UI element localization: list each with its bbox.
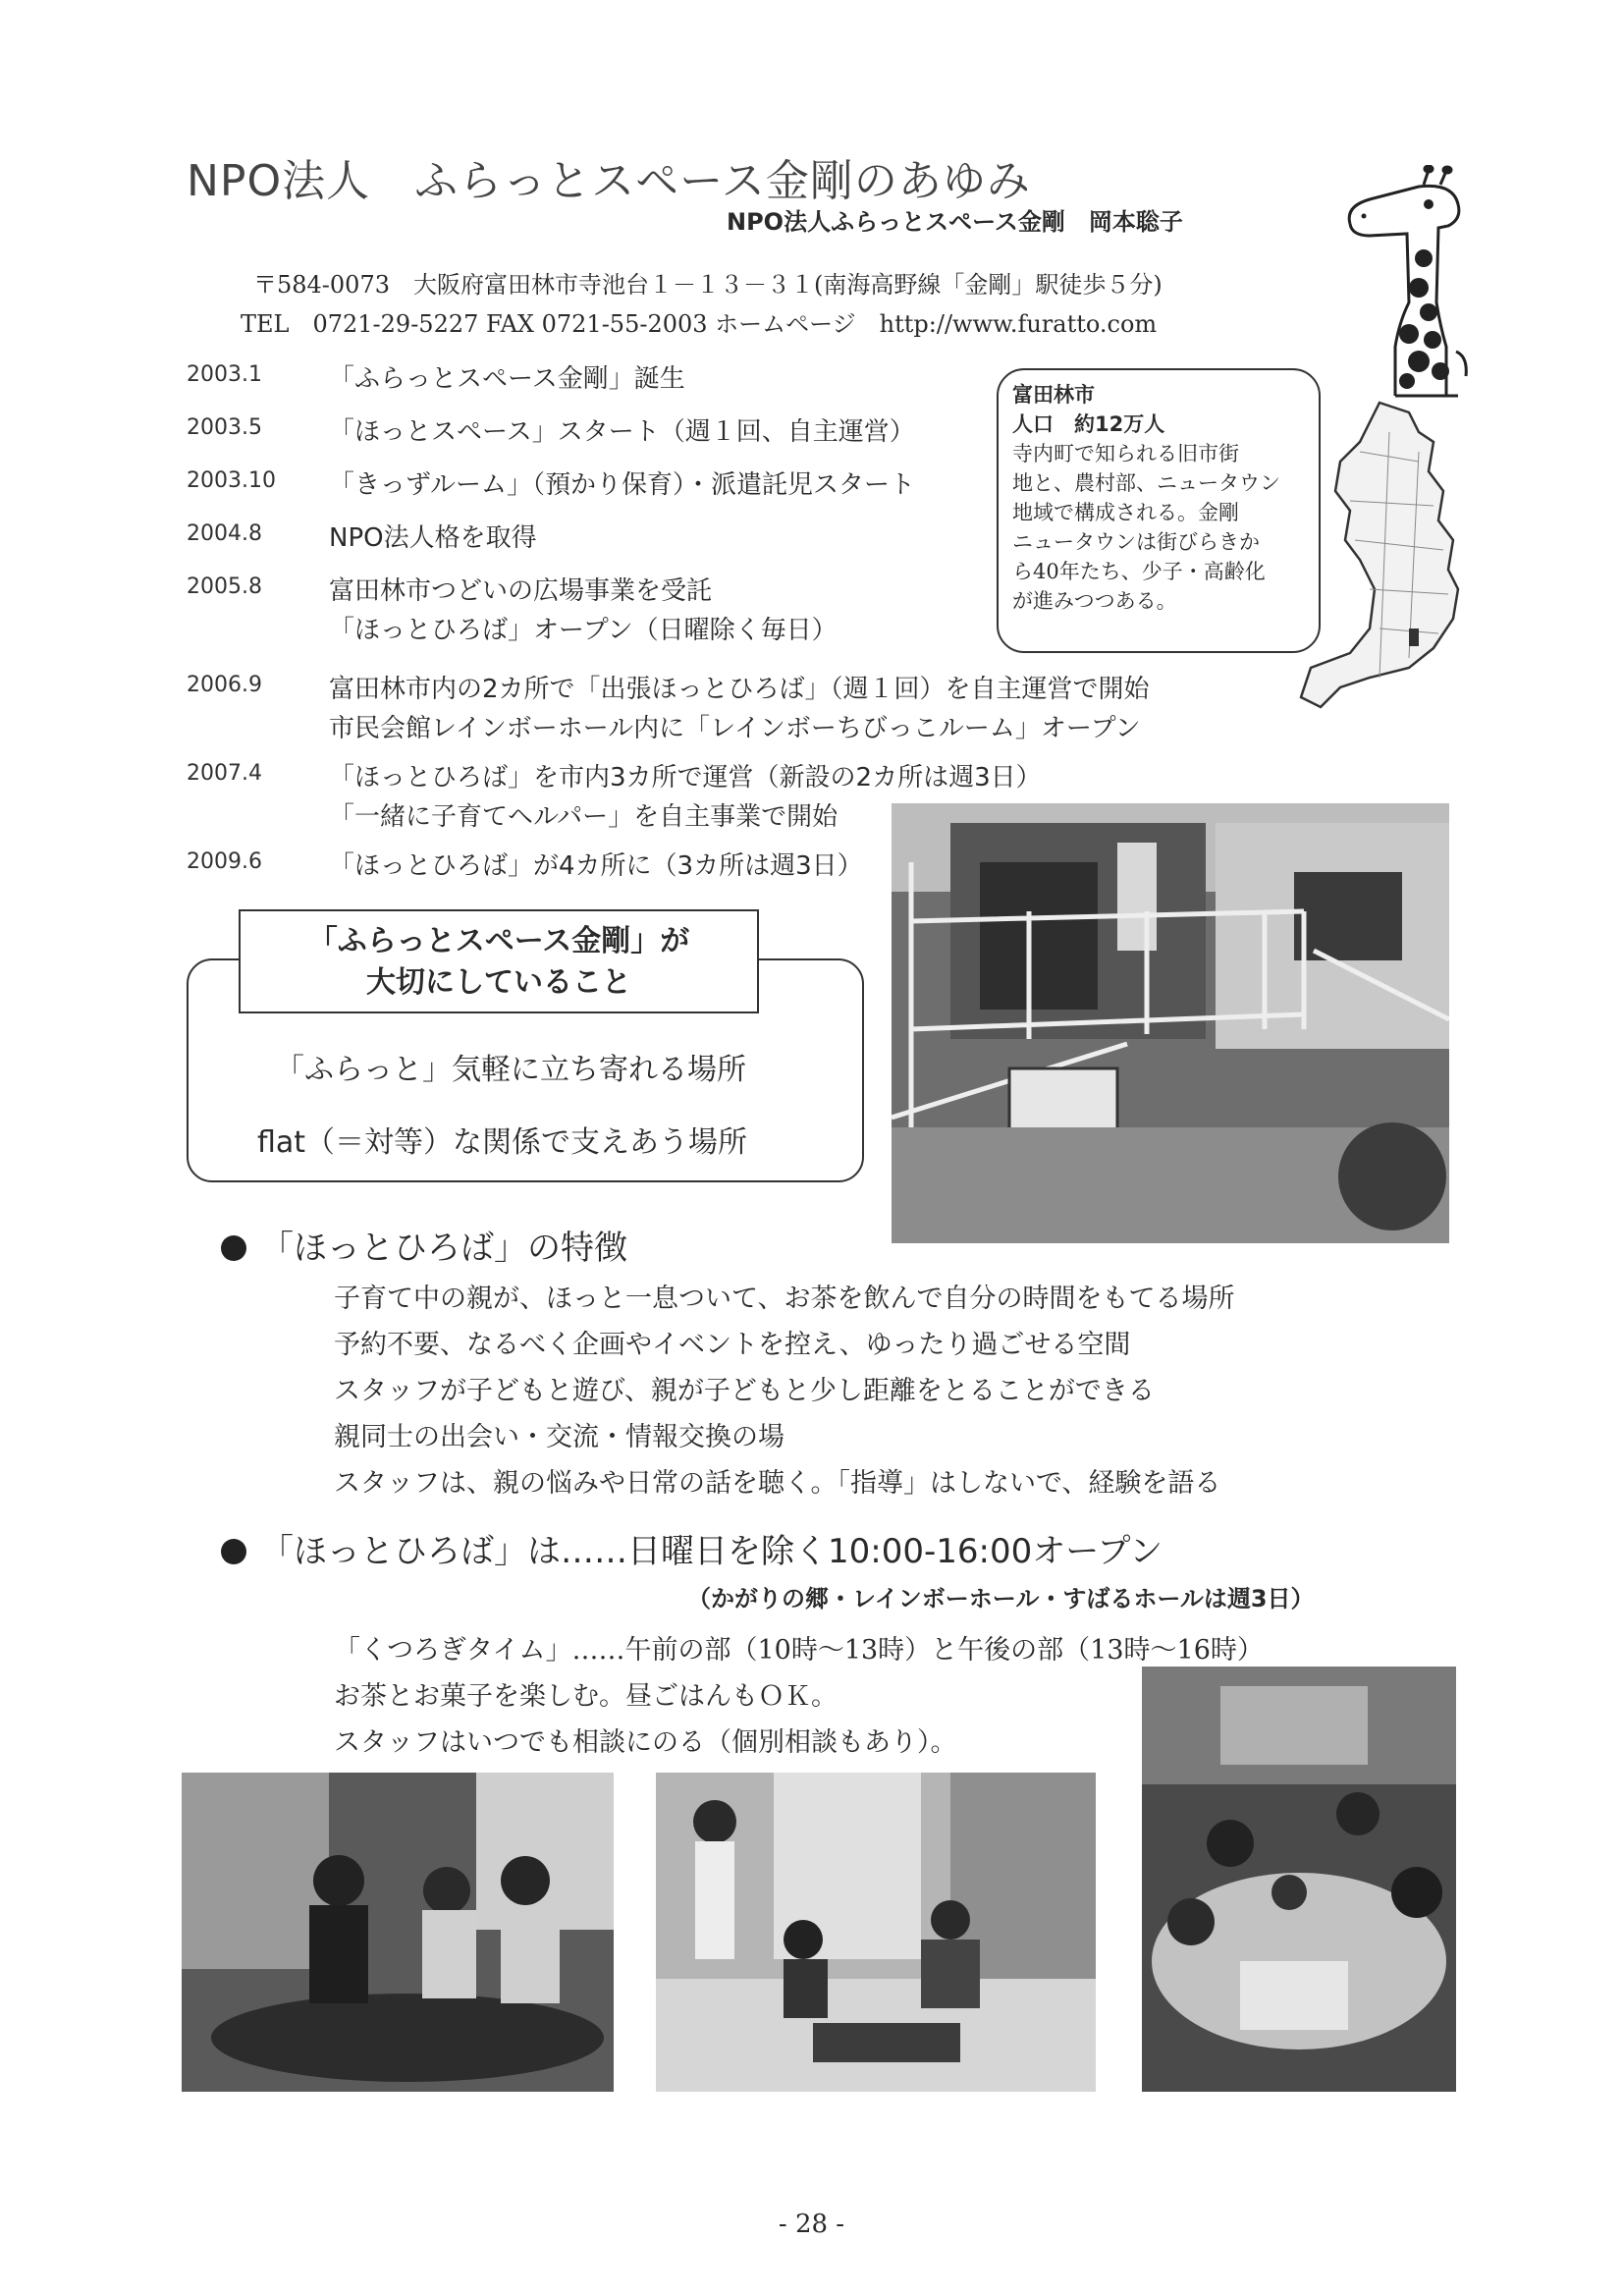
timeline-text: 「ほっとひろば」を市内3カ所で運営（新設の2カ所は週3日）	[329, 763, 1042, 793]
hiroba-photo-1	[182, 1773, 614, 2092]
callout-city: 富田林市	[1012, 383, 1095, 407]
values-title-line1: 「ふらっとスペース金剛」が	[307, 924, 690, 958]
giraffe-illustration	[1330, 165, 1473, 401]
hours-item: 「くつろぎタイム」……午前の部（10時～13時）と午後の部（13時～16時）	[334, 1635, 1264, 1666]
building-entrance-photo	[892, 803, 1449, 1243]
hours-heading	[221, 1524, 1163, 1572]
values-box-title	[239, 909, 759, 1013]
feature-item: 親同士の出会い・交流・情報交換の場	[334, 1422, 784, 1452]
timeline-date: 2003.5	[187, 415, 262, 440]
timeline-text: 「ほっとひろば」が4カ所に（3カ所は週3日）	[329, 851, 863, 881]
value-flat: flat（＝対等）な関係で支えあう場所	[257, 1125, 748, 1160]
hours-item: スタッフはいつでも相談にのる（個別相談もあり）。	[334, 1727, 957, 1758]
contact-line: TEL 0721-29-5227 FAX 0721-55-2003 ホームページ http://www.furatto.com	[241, 310, 1158, 338]
callout-line: 地域で構成される。金剛	[1012, 501, 1239, 524]
values-title-line2: 大切にしていること	[366, 965, 631, 1000]
feature-item: 予約不要、なるべく企画やイベントを控え、ゆったり過ごせる空間	[334, 1330, 1131, 1360]
timeline-text: 「ほっとスペース」スタート（週１回、自主運営）	[329, 417, 915, 447]
value-furatto: 「ふらっと」気軽に立ち寄れる場所	[275, 1053, 746, 1087]
timeline-text: 富田林市つどいの広場事業を受託	[329, 576, 713, 606]
callout-line: が進みつつある。	[1012, 589, 1177, 613]
callout-line: ニュータウンは街びらきか	[1012, 530, 1260, 554]
timeline-date: 2003.10	[187, 468, 276, 493]
feature-item: 子育て中の親が、ほっと一息ついて、お茶を飲んで自分の時間をもてる場所	[334, 1284, 1235, 1314]
timeline-date: 2003.1	[187, 362, 262, 387]
author-line: NPO法人ふらっとスペース金剛 岡本聡子	[727, 208, 1183, 236]
bullet-icon	[221, 1235, 246, 1261]
feature-item: スタッフは、親の悩みや日常の話を聴く。「指導」はしないで、経験を語る	[334, 1468, 1221, 1499]
feature-item: スタッフが子どもと遊び、親が子どもと少し距離をとることができる	[334, 1376, 1155, 1406]
features-heading-text: 「ほっとひろば」の特徴	[260, 1229, 627, 1268]
page-title: NPO法人 ふらっとスペース金剛のあゆみ	[187, 156, 1031, 206]
address-line: 〒584-0073 大阪府富田林市寺池台１－１３－３１(南海高野線「金剛」駅徒歩５分)	[253, 271, 1163, 299]
hiroba-photo-3	[1142, 1667, 1456, 2092]
city-info-callout	[997, 368, 1321, 653]
timeline-text: 市民会館レインボーホール内に「レインボーちびっこルーム」オープン	[329, 714, 1141, 743]
timeline-text: 富田林市内の2カ所で「出張ほっとひろば」（週１回）を自主運営で開始	[329, 675, 1150, 704]
timeline-text: NPO法人格を取得	[329, 523, 537, 553]
callout-population: 人口 約12万人	[1012, 412, 1165, 436]
timeline-text: 「ほっとひろば」オープン（日曜除く毎日）	[329, 616, 838, 645]
timeline-date: 2006.9	[187, 673, 262, 697]
hours-item: お茶とお菓子を楽しむ。昼ごはんもＯＫ。	[334, 1681, 838, 1712]
hiroba-photo-2	[656, 1773, 1096, 2092]
timeline-date: 2004.8	[187, 521, 262, 546]
callout-line: ら40年たち、少子・高齢化	[1012, 560, 1266, 583]
timeline-text: 「きっずルーム」（預かり保育）・派遣託児スタート	[329, 470, 915, 500]
timeline-text: 「ふらっとスペース金剛」誕生	[329, 364, 685, 394]
callout-line: 寺内町で知られる旧市街	[1012, 442, 1239, 465]
hours-note: （かがりの郷・レインボーホール・すばるホールは週3日）	[687, 1585, 1315, 1613]
timeline-text: 「一緒に子育てヘルパー」を自主事業で開始	[329, 802, 839, 832]
features-heading	[221, 1221, 627, 1269]
timeline-date: 2007.4	[187, 761, 262, 786]
callout-line: 地と、農村部、ニュータウン	[1012, 471, 1280, 495]
timeline-date: 2005.8	[187, 574, 262, 599]
bullet-icon	[221, 1539, 246, 1564]
timeline-date: 2009.6	[187, 849, 262, 874]
page-number: - 28 -	[778, 2210, 845, 2239]
hours-heading-text: 「ほっとひろば」は……日曜日を除く10:00-16:00オープン	[260, 1532, 1163, 1571]
